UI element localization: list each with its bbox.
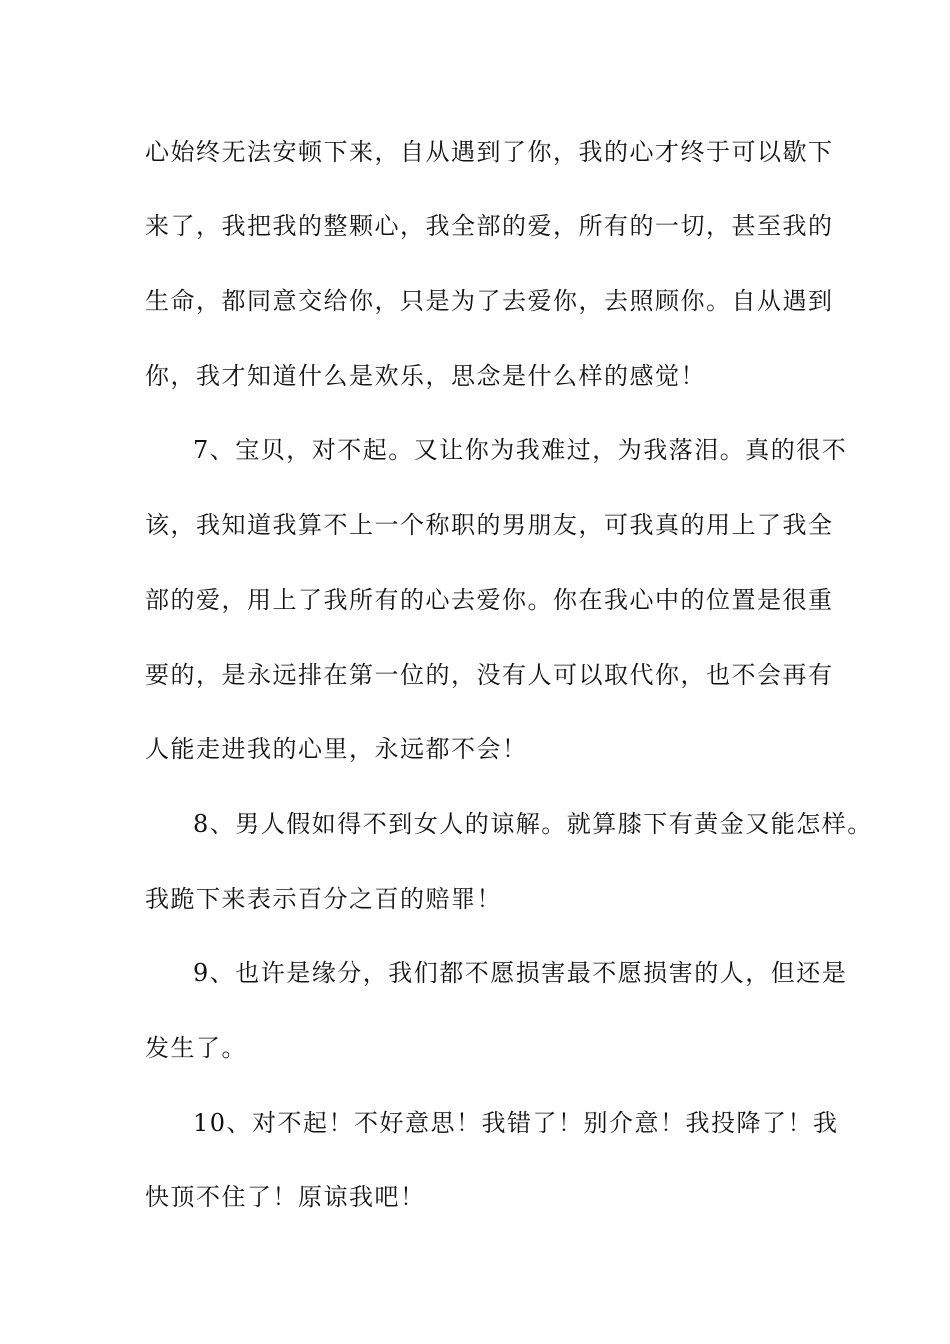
paragraph-line: 心始终无法安顿下来，自从遇到了你，我的心才终于可以歇下	[145, 138, 834, 166]
paragraph-line: 9、也许是缘分，我们都不愿损害最不愿损害的人，但还是	[193, 959, 848, 987]
paragraph-line: 8、男人假如得不到女人的谅解。就算膝下有黄金又能怎样。	[193, 810, 873, 838]
paragraph-line: 该，我知道我算不上一个称职的男朋友，可我真的用上了我全	[145, 511, 834, 539]
paragraph-line: 7、宝贝，对不起。又让你为我难过，为我落泪。真的很不	[193, 436, 848, 464]
paragraph-line: 10、对不起！不好意思！我错了！别介意！我投降了！我	[193, 1109, 839, 1137]
paragraph-line: 你，我才知道什么是欢乐，思念是什么样的感觉！	[145, 362, 706, 390]
paragraph-line: 快顶不住了！原谅我吧！	[145, 1183, 426, 1211]
paragraph-line: 我跪下来表示百分之百的赔罪！	[145, 885, 502, 913]
paragraph-line: 部的爱，用上了我所有的心去爱你。你在我心中的位置是很重	[145, 586, 834, 614]
paragraph-line: 来了，我把我的整颗心，我全部的爱，所有的一切，甚至我的	[145, 212, 834, 240]
paragraph-line: 发生了。	[145, 1034, 247, 1062]
paragraph-line: 人能走进我的心里，永远都不会！	[145, 735, 528, 763]
paragraph-line: 生命，都同意交给你，只是为了去爱你，去照顾你。自从遇到	[145, 287, 834, 315]
paragraph-line: 要的，是永远排在第一位的，没有人可以取代你，也不会再有	[145, 661, 834, 689]
